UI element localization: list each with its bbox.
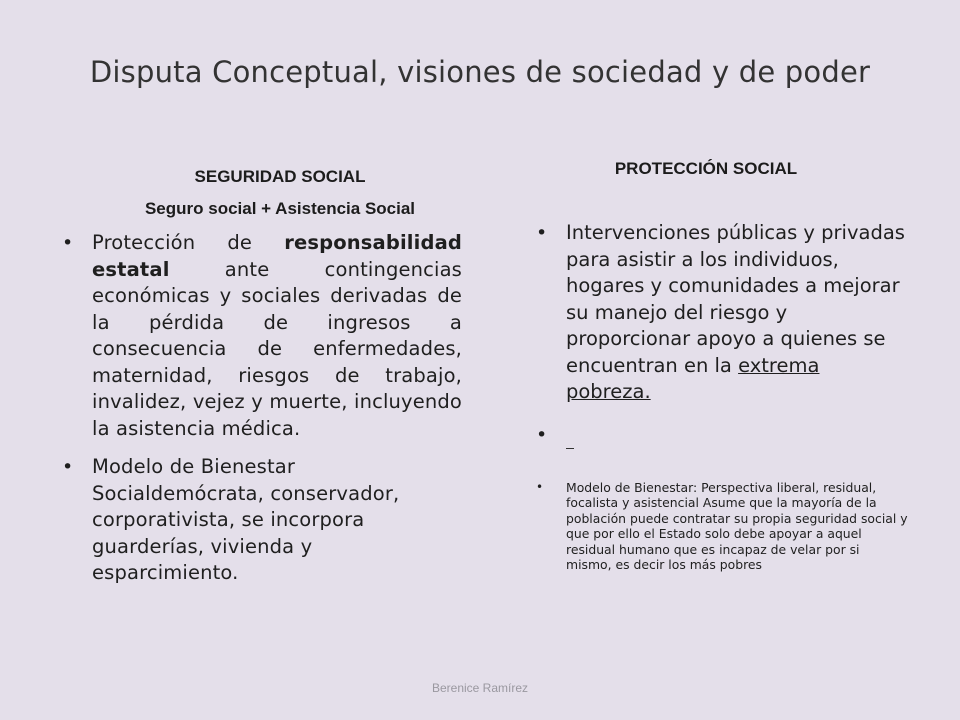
- list-item: [536, 480, 908, 573]
- proteccion-social-list: [536, 220, 908, 573]
- bullet-text-part: ante contingencias económicas y sociales derivadas de la pérdida de ingresos a consecuencia de enfermedades, maternidad, riesgos de trabajo, invalidez, vejez y muerte, incluyendo la asistencia médica.: [92, 257, 462, 440]
- slide-title: Disputa Conceptual, visiones de sociedad y de poder: [89, 55, 871, 89]
- bullet-text-part: Protección de: [92, 231, 285, 254]
- bullet-icon: •: [536, 423, 548, 446]
- empty-underline-mark: [566, 448, 574, 449]
- bullet-icon: •: [536, 479, 544, 494]
- bullet-icon: •: [62, 456, 74, 478]
- bullet-icon: •: [62, 232, 74, 254]
- list-item: [536, 220, 908, 406]
- bullet-bold-text: responsabilidad estatal: [92, 231, 462, 281]
- bullet-icon: •: [536, 222, 548, 244]
- bullet-underlined-text: extrema pobreza.: [566, 353, 820, 403]
- proteccion-social-heading: PROTECCIÓN SOCIAL: [614, 159, 798, 178]
- seguridad-social-subheading: Seguro social + Asistencia Social: [144, 199, 416, 218]
- bullet-text: Intervenciones públicas y privadas para asistir a los individuos, hogares y comunidades a mejorar su manejo del riesgo y proporcionar apoyo a quienes se encuentran en la: [566, 221, 905, 377]
- list-item: [536, 422, 908, 452]
- list-item: [62, 230, 462, 442]
- bullet-text: Modelo de Bienestar: Perspectiva liberal, residual, focalista y asistencial Asume que la mayoría de la población puede contratar su propia seguridad social y que por ello el Estado solo debe apoyar a aquel residual humano que es incapaz de velar por si mismo, es decir los más pobres: [566, 479, 908, 572]
- seguridad-social-heading: SEGURIDAD SOCIAL: [194, 167, 366, 186]
- bullet-text: Modelo de Bienestar Socialdemócrata, conservador, corporativista, se incorpora guarderías, vivienda y esparcimiento.: [92, 455, 400, 584]
- seguridad-social-list: [62, 230, 462, 587]
- footer-author: Berenice Ramírez: [431, 681, 529, 695]
- list-item: [62, 454, 462, 587]
